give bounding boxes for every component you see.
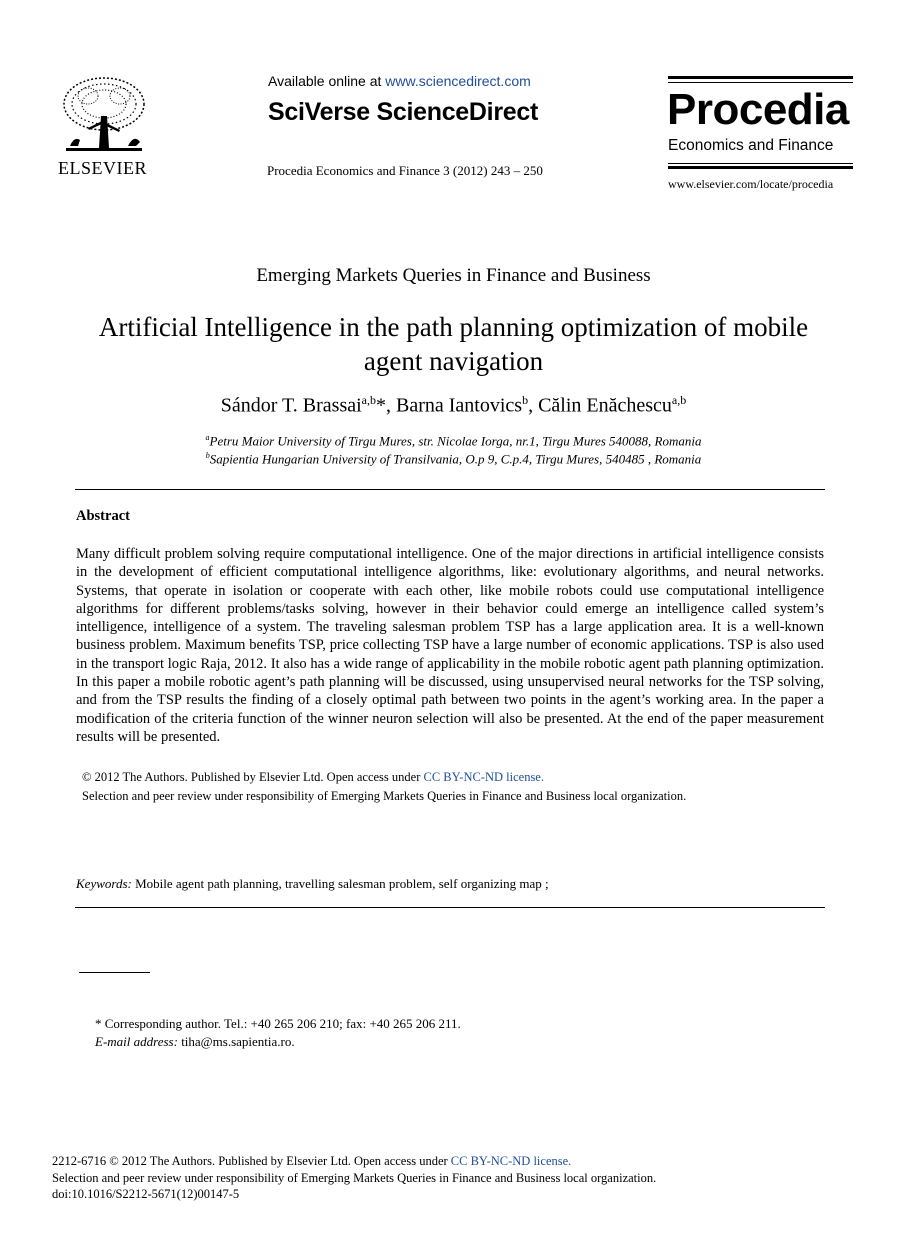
conference-name: Emerging Markets Queries in Finance and Business — [256, 265, 651, 286]
journal-url[interactable]: www.elsevier.com/locate/procedia — [668, 177, 834, 191]
title-line: agent navigation — [363, 346, 544, 376]
corresponding-author: * Corresponding author. Tel.: +40 265 206 210; fax: +40 265 206 211. — [95, 1016, 461, 1031]
section-divider — [75, 489, 825, 490]
author-affil-mark: b — [522, 393, 529, 407]
brand-rule — [668, 82, 853, 83]
issn-copyright: 2212-6716 © 2012 The Authors. Published by Elsevier Ltd. Open access under — [52, 1154, 451, 1168]
peer-review-text: Selection and peer review under responsibility of Emerging Markets Queries in Finance and Business local organization. — [82, 788, 687, 803]
availability-prefix: Available online at — [268, 73, 386, 89]
doi[interactable]: doi:10.1016/S2212-5671(12)00147-5 — [52, 1187, 240, 1201]
keywords-label: Keywords: — [76, 876, 132, 891]
publisher-wordmark: ELSEVIER — [58, 158, 147, 178]
brand-rule — [668, 163, 853, 164]
license-link[interactable]: CC BY-NC-ND license. — [423, 770, 544, 784]
page-footer — [52, 1153, 656, 1203]
title-line: Artificial Intelligence in the path planning optimization of mobile — [98, 312, 809, 342]
corresponding-mark: * — [376, 394, 386, 417]
availability-line — [268, 73, 531, 89]
keywords-text: Mobile agent path planning, travelling salesman problem, self organizing map ; — [131, 876, 549, 891]
author-name: Barna Iantovics — [396, 394, 523, 417]
elsevier-tree-logo — [58, 76, 150, 156]
footer-license-link[interactable]: CC BY-NC-ND license. — [450, 1154, 572, 1168]
affiliation-mark: b — [205, 451, 210, 460]
author-name: Călin Enăchescu — [538, 394, 672, 417]
journal-citation: Procedia Economics and Finance 3 (2012) 243 – 250 — [267, 163, 543, 178]
platform-name: SciVerse ScienceDirect — [268, 98, 538, 126]
email-label: E-mail address: — [95, 1034, 178, 1049]
keywords-line — [76, 876, 549, 892]
brand-rule — [668, 166, 853, 169]
author-affil-mark: a,b — [361, 393, 376, 407]
footer-peer-review: Selection and peer review under responsibility of Emerging Markets Queries in Finance and Business local organization. — [52, 1170, 657, 1185]
author-separator: , — [386, 394, 396, 417]
affiliation-text: Petru Maior University of Tirgu Mures, str. Nicolae Iorga, nr.1, Tirgu Mures 540088, Romania — [209, 433, 702, 449]
affiliation — [0, 451, 907, 467]
brand-rule — [668, 76, 853, 79]
copyright-block — [82, 768, 686, 805]
paper-title — [60, 310, 847, 378]
author-name: Sándor T. Brassai — [220, 394, 362, 417]
affiliation-mark: a — [205, 433, 210, 442]
copyright-text: © 2012 The Authors. Published by Elsevier Ltd. Open access under — [82, 770, 424, 784]
sciencedirect-link[interactable]: www.sciencedirect.com — [385, 73, 531, 89]
author-affil-mark: a,b — [671, 393, 687, 407]
journal-brand: Procedia — [667, 85, 849, 134]
author-list — [0, 393, 907, 418]
footnote-rule — [79, 972, 150, 973]
affiliation-text: Sapientia Hungarian University of Transilvania, O.p 9, C.p.4, Tirgu Mures, 540485 , Romania — [209, 451, 702, 467]
email-address[interactable]: tiha@ms.sapientia.ro. — [177, 1034, 295, 1049]
abstract-text: Many difficult problem solving require computational intelligence. One of the major directions in artificial intelligence consists in the development of efficient computational intelligence algorithms, like: evolutionary algorithms, and neural networks. Systems, that operate in isolation or cooperate with each other, like mobile robots could use computational intelligence algorithms for different problems/tasks solving, however in their behavior could emerge an intelligence called system’s intelligence, intelligence of a system. The traveling salesman problem TSP has a large application area. It is a well-known business problem. Maximum benefits TSP, price collecting TSP have a large number of economic applications. TSP is also used in the transport logic Raja, 2012. It also has a wide range of applicability in the mobile robotic agent path planning optimization. In this paper a mobile robotic agent’s path planning will be discussed, using unsupervised neural networks for the TSP solving, and from the TSP results the finding of a closely optimal path between two points in the agent’s working area. In the paper a modification of the criteria function of the winner neuron selection will also be presented. At the end of the paper measurement results will be presented. — [76, 546, 824, 745]
section-divider — [75, 907, 825, 908]
corresponding-footnote — [95, 1015, 461, 1051]
journal-subtitle: Economics and Finance — [668, 137, 834, 154]
author-separator: , — [528, 394, 539, 417]
affiliation — [0, 433, 907, 449]
abstract-heading: Abstract — [76, 508, 130, 524]
